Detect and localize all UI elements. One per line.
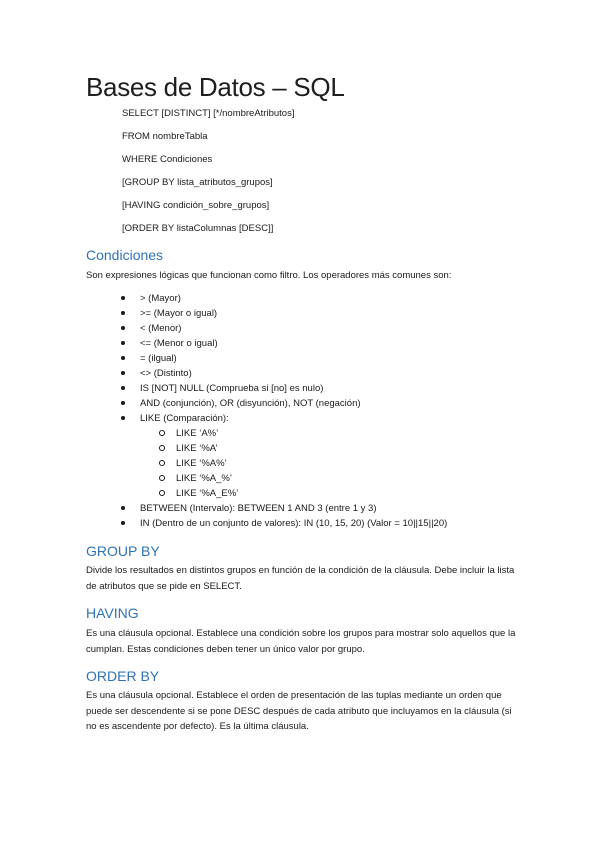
syntax-line-group-by: [GROUP BY lista_atributos_grupos] (122, 177, 273, 188)
bullet-icon (121, 326, 125, 330)
list-item: > (Mayor) (121, 291, 447, 306)
bullet-icon (121, 371, 125, 375)
order-by-text: Es una cláusula opcional. Establece el orden de presentación de las tuplas mediante un orden que puede ser descendente si se pone DESC después de cada atributo que incluyamos en la cláusula (si no es ascendente por defecto). Es la última cláusula. (86, 690, 512, 732)
heading-order-by: ORDER BY (86, 668, 160, 684)
sub-list-item: LIKE ‘%A%’ (140, 456, 447, 471)
list-item: LIKE (Comparación): LIKE ‘A%’ LIKE ‘%A’ LIKE ‘%A%’ LIKE ‘%A_%’ LIKE ‘%A_E%’ (121, 411, 447, 501)
heading-having: HAVING (86, 605, 139, 621)
bullet-icon (121, 401, 125, 405)
sub-list-item: LIKE ‘%A’ (140, 441, 447, 456)
heading-group-by: GROUP BY (86, 543, 160, 559)
syntax-line-from: FROM nombreTabla (122, 131, 208, 142)
hollow-bullet-icon (159, 490, 165, 496)
bullet-icon (121, 416, 125, 420)
syntax-line-having: [HAVING condición_sobre_grupos] (122, 200, 270, 211)
list-item: >= (Mayor o igual) (121, 306, 447, 321)
operators-list (121, 291, 447, 531)
sub-list-item: LIKE ‘%A_%’ (140, 471, 447, 486)
group-by-text: Divide los resultados en distintos grupos en función de la condición de la cláusula. Debe incluir la lista de atributos que se pide en SELECT. (86, 565, 515, 592)
list-item: IN (Dentro de un conjunto de valores): IN (10, 15, 20) (Valor = 10||15||20) (121, 516, 447, 531)
like-examples-list (140, 426, 447, 501)
page-title: Bases de Datos – SQL (86, 72, 345, 102)
sub-list-item: LIKE ‘%A_E%’ (140, 486, 447, 501)
list-item: <> (Distinto) (121, 366, 447, 381)
list-item: = (ilgual) (121, 351, 447, 366)
heading-condiciones: Condiciones (86, 247, 164, 263)
sql-syntax-block (122, 107, 294, 245)
syntax-line-order-by: [ORDER BY listaColumnas [DESC]] (122, 223, 274, 234)
condiciones-intro: Son expresiones lógicas que funcionan como filtro. Los operadores más comunes son: (86, 270, 452, 281)
hollow-bullet-icon (159, 430, 165, 436)
bullet-icon (121, 311, 125, 315)
bullet-icon (121, 296, 125, 300)
hollow-bullet-icon (159, 475, 165, 481)
having-text: Es una cláusula opcional. Establece una condición sobre los grupos para mostrar solo aquellos que la cumplan. Estas condiciones deben tener un único valor por grupo. (86, 628, 516, 655)
hollow-bullet-icon (159, 445, 165, 451)
syntax-line-select: SELECT [DISTINCT] [*/nombreAtributos] (122, 108, 295, 119)
bullet-icon (121, 341, 125, 345)
syntax-line-where: WHERE Condiciones (122, 154, 213, 165)
list-item: AND (conjunción), OR (disyunción), NOT (negación) (121, 396, 447, 411)
bullet-icon (121, 356, 125, 360)
list-item: <= (Menor o igual) (121, 336, 447, 351)
hollow-bullet-icon (159, 460, 165, 466)
bullet-icon (121, 521, 125, 525)
list-item: IS [NOT] NULL (Comprueba si [no] es nulo) (121, 381, 447, 396)
bullet-icon (121, 386, 125, 390)
list-item: BETWEEN (Intervalo): BETWEEN 1 AND 3 (entre 1 y 3) (121, 501, 447, 516)
bullet-icon (121, 506, 125, 510)
list-item: < (Menor) (121, 321, 447, 336)
sub-list-item: LIKE ‘A%’ (140, 426, 447, 441)
